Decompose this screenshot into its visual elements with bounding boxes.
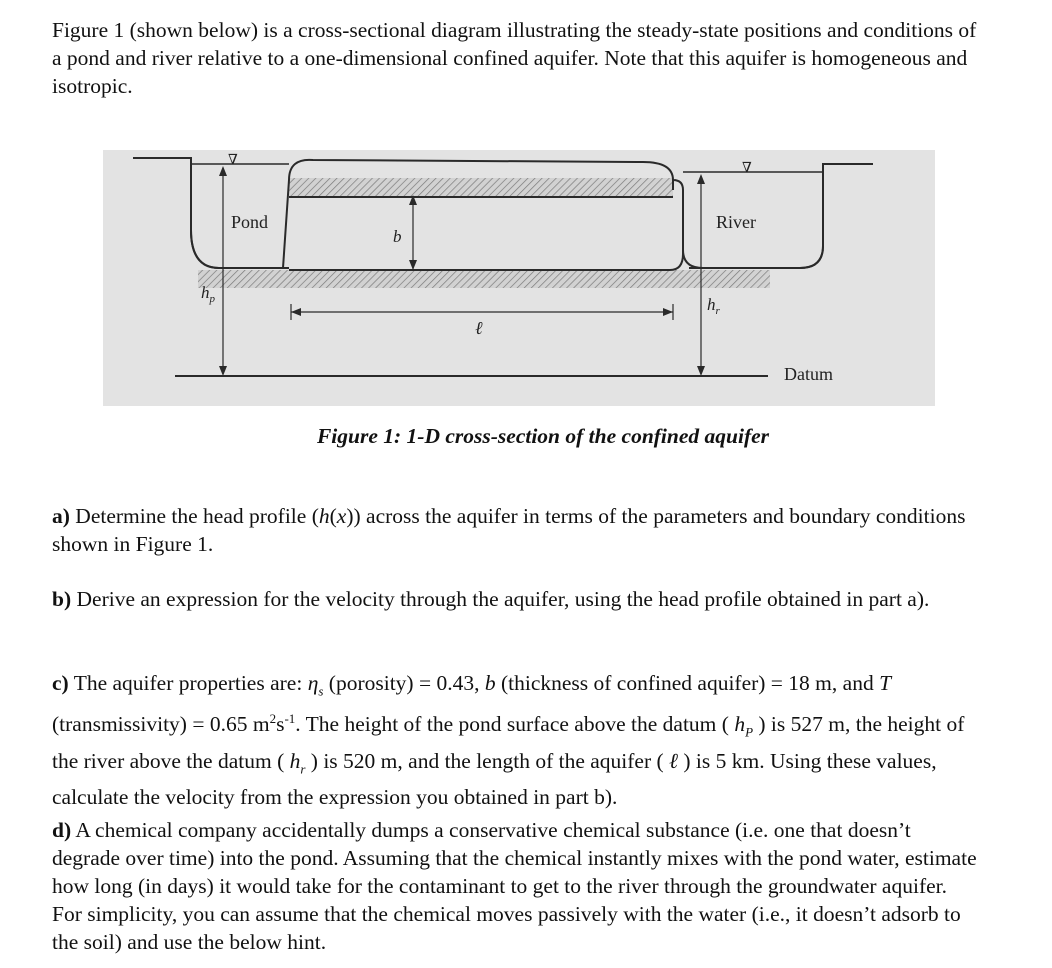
river-water-marker: ∇ [742,161,752,176]
pond-water-marker: ∇ [228,153,238,168]
lower-confining-layer [198,270,770,288]
figure-caption: Figure 1: 1-D cross-section of the confined aquifer [316,424,770,448]
b-arrowhead-bottom [409,260,417,270]
hr-arrowhead-top [697,174,705,184]
hr-label: $h_r$ [707,295,720,317]
question-a: a) Determine the head profile (h(x)) across the aquifer in terms of the parameters and boundary conditions shown in Figure 1. [52,504,966,556]
question-d: d) A chemical company accidentally dumps a conservative chemical substance (i.e. one that doesn’t degrade over time) into the pond. Assuming that the chemical instantly mixes with the pond water, estimate how long (in days) it would take for the contaminant to get to the river through the groundwater aquifer. For simplicity, you can assume that the chemical moves passively with the water (i.e., it doesn’t adsorb to the soil) and use the below hint. [52,818,977,954]
ell-arrowhead-left [291,308,301,316]
hp-arrowhead-bottom [219,366,227,376]
pond-label: Pond [231,212,269,232]
river-label: River [716,212,756,232]
question-b: b) Derive an expression for the velocity through the aquifer, using the head profile obtained in part a). [52,587,930,611]
aquifer-diagram [103,150,935,406]
hr-arrowhead-bottom [697,366,705,376]
question-a-label: a) [52,504,70,528]
ell-label: ℓ [475,318,483,338]
b-label: b [393,227,402,246]
intro-paragraph: Figure 1 (shown below) is a cross-sectional diagram illustrating the steady-state positions and conditions of a pond and river relative to a one-dimensional confined aquifer. Note that this aquifer is homogeneous and isotropic. [52,18,977,98]
upper-confining-layer [289,178,673,197]
question-c-label: c) [52,671,69,695]
ell-arrowhead-right [663,308,673,316]
hp-label: $h_p$ [201,283,215,305]
question-d-label: d) [52,818,72,842]
datum-label: Datum [784,364,833,384]
aquifer-figure [103,150,935,406]
question-b-label: b) [52,587,72,611]
hp-arrowhead-top [219,166,227,176]
question-c: c) The aquifer properties are: $\eta_s$ (porosity) = 0.43, b (thickness of confined aquifer) = 18 m, and T (transmissivity) = 0.65 $m^2s^{-1}$. The height of the pond surface above the datum ( $h_P$ ) is 527 m, the height of the river above the datum ( $h_r$ ) is 520 m, and the length of the aquifer ( ℓ ) is 5 km. Using these values, calculate the velocity from the expression you obtained in part b). [52,671,965,810]
